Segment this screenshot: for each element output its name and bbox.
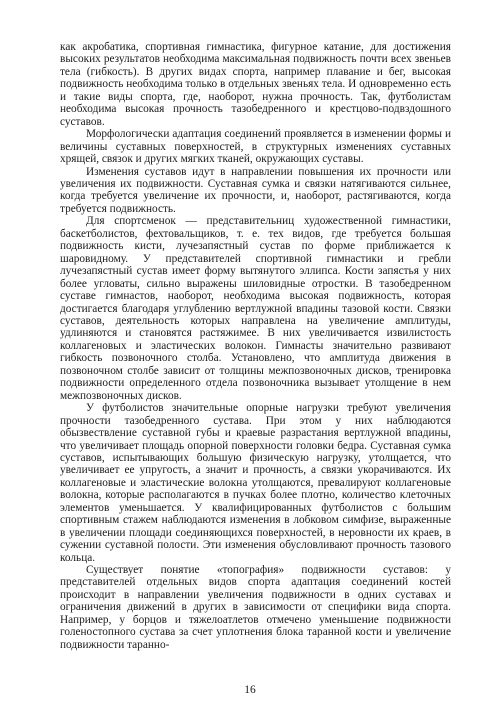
page-number: 16 [244, 684, 256, 696]
paragraph-6: Существует понятие «топография» подвижности суставов: у представителей отдельных видов спорта адаптация соединений костей происходит в направлении увеличения подвижности в одних суставах и ограничения движений в других в зависимости от специфики вида спорта. Например, у борцов и тяжелоатлетов отмечено уменьшение подвижности голеностопного сустава за счет уплотнения блока таранной кости и увеличение подвижности таранно- [60, 564, 451, 651]
paragraph-4: Для спортсменок — представительниц художественной гимнастики, баскетболистов, фехтовальщиков, т. е. тех видов, где требуется большая подвижность кисти, лучезапястный сустав по форме приближается к шаровидному. У представителей спортивной гимнастики и гребли лучезапястный сустав имеет форму вытянутого эллипса. Кости запястья у них более угловаты, сильно выражены шиловидные отростки. В тазобедренном суставе гимнастов, наоборот, необходима высокая подвижность, которая достигается благодаря углублению вертлужной впадины тазовой кости. Связки суставов, деятельность которых направлена на увеличение амплитуды, удлиняются и становятся растяжимее. В них увеличивается извилистость коллагеновых и эластических волокон. Гимнасты значительно развивают гибкость позвоночного столба. Установлено, что амплитуда движения в позвоночном столбе зависит от толщины межпозвоночных дисков, тренировка подвижности определенного отдела позвоночника вызывает утолщение в нем межпозвоночных дисков. [60, 215, 451, 402]
paragraph-5: У футболистов значительные опорные нагрузки требуют увеличения прочности тазобедренного сустава. При этом у них наблюдаются обызвествление суставной губы и краевые разрастания вертлужной впадины, что увеличивает площадь опорной поверхности головки бедра. Суставная сумка суставов, испытывающих большую физическую нагрузку, утолщается, что увеличивает ее упругость, а значит и прочность, а связки укорачиваются. Их коллагеновые и эластические волокна утолщаются, превалируют коллагеновые волокна, которые располагаются в пучках более плотно, количество клеточных элементов уменьшается. У квалифицированных футболистов с большим спортивным стажем наблюдаются изменения в лобковом симфизе, выраженные в увеличении площади соединяющихся поверхностей, в неровности их краев, в сужении суставной полости. Эти изменения обусловливают прочность тазового кольца. [60, 402, 451, 564]
body-text [60, 41, 451, 651]
paragraph-3: Изменения суставов идут в направлении повышения их прочности или увеличения их подвижности. Суставная сумка и связки натягиваются сильнее, когда требуется увеличение их прочности, и, наоборот, растягиваются, когда требуется подвижность. [60, 165, 451, 215]
paragraph-1: как акробатика, спортивная гимнастика, фигурное катание, для достижения высоких результатов необходима максимальная подвижность почти всех звеньев тела (гибкость). В других видах спорта, например плавание и бег, высокая подвижность необходима только в отдельных звеньях тела. И одновременно есть и такие виды спорта, где, наоборот, нужна прочность. Так, футболистам необходима высокая прочность тазобедренного и крестцово-подвздошного суставов. [60, 41, 451, 128]
paragraph-2: Морфологически адаптация соединений проявляется в изменении формы и величины суставных поверхностей, в структурных изменениях суставных хрящей, связок и других мягких тканей, окружающих суставы. [60, 128, 451, 166]
